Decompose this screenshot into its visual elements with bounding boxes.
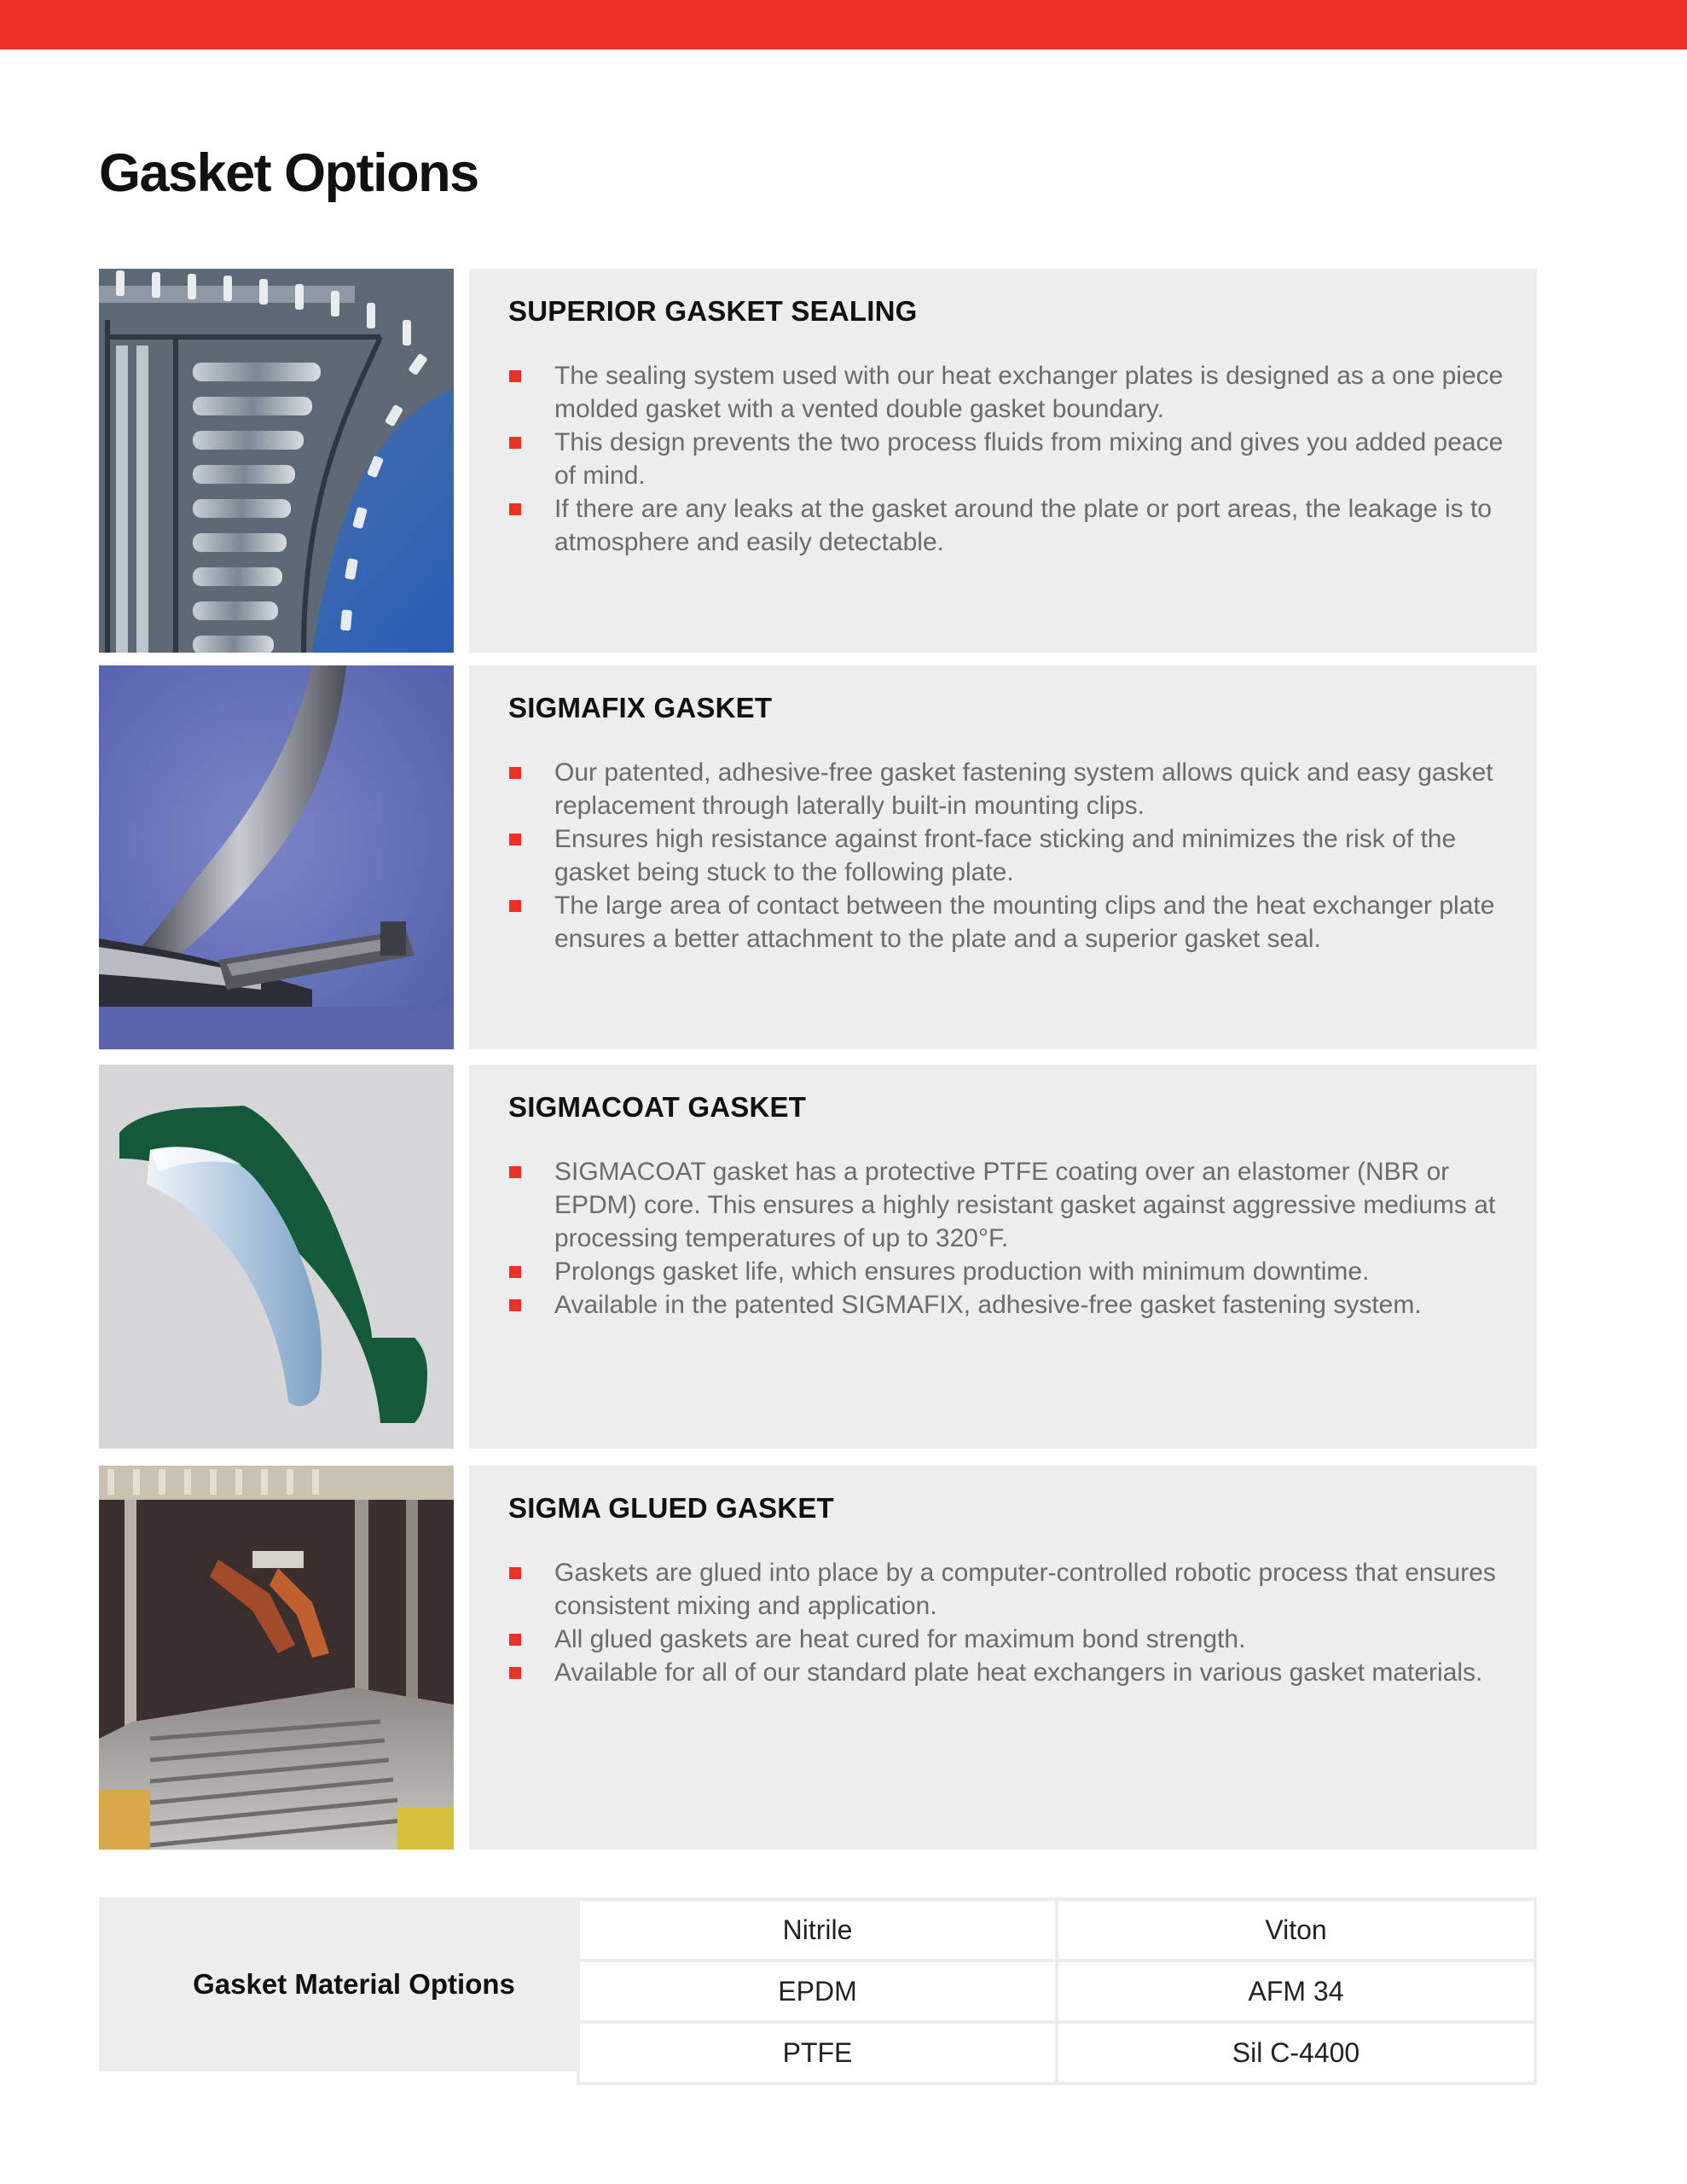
page-title: Gasket Options xyxy=(99,143,478,203)
bullet-list xyxy=(508,359,1511,559)
list-item: All glued gaskets are heat cured for maximum bond strength. xyxy=(508,1623,1511,1656)
section-sigmafix-gasket xyxy=(99,665,1537,1049)
list-item: Ensures high resistance against front-face sticking and minimizes the risk of the gasket being stuck to the following plate. xyxy=(508,822,1511,889)
section-sigmacoat-gasket xyxy=(99,1065,1537,1449)
section-superior-gasket-sealing xyxy=(99,269,1537,653)
list-item: Available for all of our standard plate heat exchangers in various gasket materials. xyxy=(508,1656,1511,1689)
list-item: The large area of contact between the mounting clips and the heat exchanger plate ensures a better attachment to the plate and a superior gasket seal. xyxy=(508,889,1511,956)
section-heading: SIGMA GLUED GASKET xyxy=(508,1492,834,1524)
bullet-list xyxy=(508,756,1511,956)
table-cell: EPDM xyxy=(578,1960,1057,2022)
materials-table xyxy=(577,1897,1537,2085)
gasket-material-options xyxy=(99,1897,1537,2071)
square-bullet-icon xyxy=(509,900,521,912)
bullet-list xyxy=(508,1556,1511,1689)
square-bullet-icon xyxy=(509,1299,521,1311)
section-panel xyxy=(469,1065,1537,1449)
section-heading: SIGMAFIX GASKET xyxy=(508,692,773,723)
square-bullet-icon xyxy=(509,1567,521,1579)
square-bullet-icon xyxy=(509,1634,521,1646)
section-heading: SIGMACOAT GASKET xyxy=(508,1091,807,1123)
square-bullet-icon xyxy=(509,503,521,515)
list-item: If there are any leaks at the gasket around the plate or port areas, the leakage is to atmosphere and easily detectable. xyxy=(508,492,1511,559)
gasket-plate-closeup-photo xyxy=(99,269,454,653)
square-bullet-icon xyxy=(509,1266,521,1278)
table-cell: AFM 34 xyxy=(1057,1960,1535,2022)
list-item: Prolongs gasket life, which ensures production with minimum downtime. xyxy=(508,1255,1511,1288)
table-row xyxy=(578,1960,1535,2022)
list-item: The sealing system used with our heat exchanger plates is designed as a one piece molded gasket with a vented double gasket boundary. xyxy=(508,359,1511,426)
coated-gasket-profile-photo xyxy=(99,1065,454,1449)
top-accent-bar xyxy=(0,0,1687,49)
section-sigma-glued-gasket xyxy=(99,1466,1537,1850)
table-cell: Nitrile xyxy=(578,1899,1057,1960)
square-bullet-icon xyxy=(509,1166,521,1178)
square-bullet-icon xyxy=(509,834,521,845)
list-item: Our patented, adhesive-free gasket fastening system allows quick and easy gasket replacement through laterally built-in mounting clips. xyxy=(508,756,1511,822)
table-cell: Viton xyxy=(1057,1899,1535,1960)
table-cell: PTFE xyxy=(578,2022,1057,2083)
table-row xyxy=(578,1899,1535,1960)
table-row xyxy=(578,2022,1535,2083)
section-panel xyxy=(469,665,1537,1049)
square-bullet-icon xyxy=(509,370,521,382)
list-item: This design prevents the two process fluids from mixing and gives you added peace of mind. xyxy=(508,426,1511,492)
list-item: Gaskets are glued into place by a computer-controlled robotic process that ensures consistent mixing and application. xyxy=(508,1556,1511,1623)
materials-label: Gasket Material Options xyxy=(193,1968,515,2000)
list-item: Available in the patented SIGMAFIX, adhesive-free gasket fastening system. xyxy=(508,1288,1511,1321)
section-panel xyxy=(469,1466,1537,1850)
section-panel xyxy=(469,269,1537,653)
table-cell: Sil C-4400 xyxy=(1057,2022,1535,2083)
square-bullet-icon xyxy=(509,1667,521,1679)
list-item: SIGMACOAT gasket has a protective PTFE coating over an elastomer (NBR or EPDM) core. This ensures a highly resistant gasket against aggressive mediums at processing temperatures of up to 320°F. xyxy=(508,1155,1511,1255)
gasket-clip-photo xyxy=(99,665,454,1049)
section-heading: SUPERIOR GASKET SEALING xyxy=(508,295,918,327)
square-bullet-icon xyxy=(509,437,521,449)
bullet-list xyxy=(508,1155,1511,1321)
robotic-gluing-line-photo xyxy=(99,1466,454,1850)
square-bullet-icon xyxy=(509,767,521,779)
